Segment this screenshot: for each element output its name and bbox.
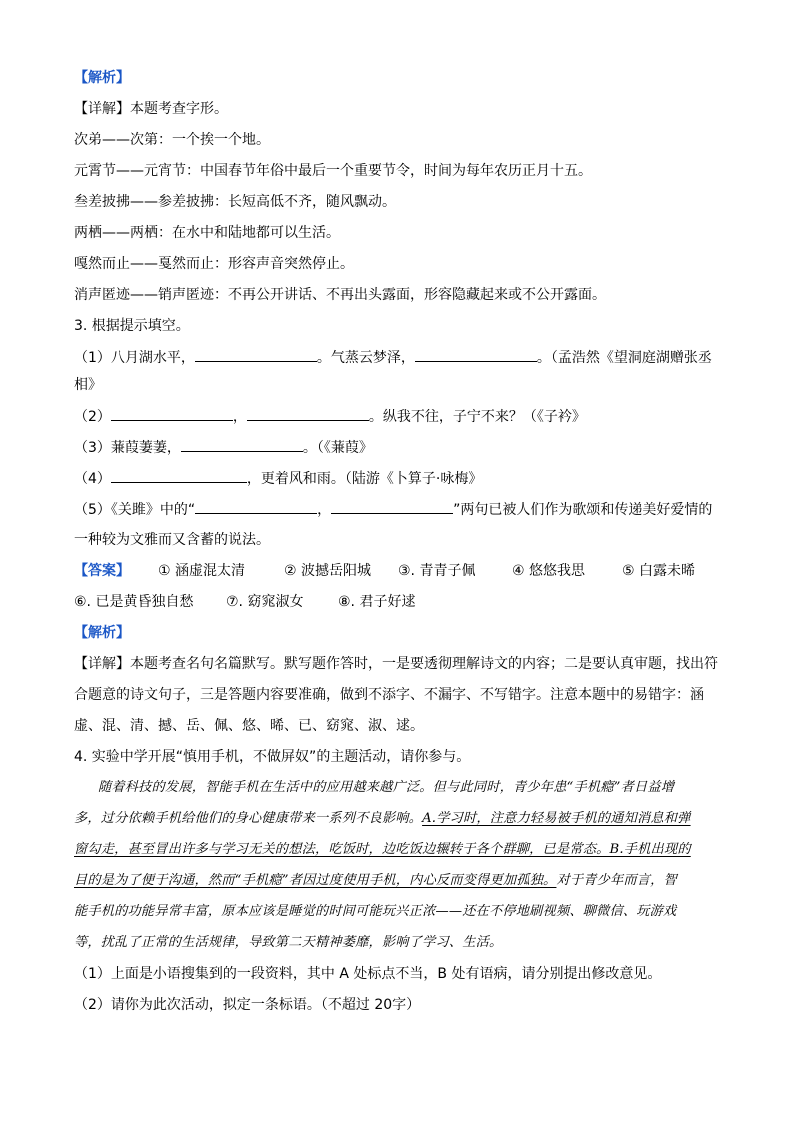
detail-1: 【详解】本题考查字形。 xyxy=(74,101,228,117)
correction-1: 次弟——次第：一个挨一个地。 xyxy=(74,132,270,148)
correction-6: 消声匿迹——销声匿迹：不再公开讲话、不再出头露面，形容隐藏起来或不公开露面。 xyxy=(74,287,606,303)
answer-item-8: ⑧. 君子好逑 xyxy=(338,594,416,610)
passage-line-4: 目的是为了便于沟通，然而“手机瘾”者因过度使用手机，内心反而变得更加孤独。对于青少年而言，智 xyxy=(74,873,677,888)
q3-item-2: （2） ， 。纵我不往，子宁不来？（《子衿》 xyxy=(74,406,586,426)
detail-2-line-3: 虚、混、清、撼、岳、佩、悠、晞、已、窈窕、淑、逑。 xyxy=(74,718,424,734)
answer-item-4: ④ 悠悠我思 xyxy=(512,563,586,579)
answer-row-2 xyxy=(74,592,726,612)
q4-sub-2: （2）请你为此次活动，拟定一条标语。（不超过 20字） xyxy=(74,997,421,1013)
q3-item-3: （3）蒹葭萋萋， 。（《蒹葭》 xyxy=(74,437,373,457)
passage-line-3: 窗勾走，甚至冒出许多与学习无关的想法，吃饭时，边吃饭边辗转于各个群聊，已是常态。B.手机出现的 xyxy=(74,842,691,857)
answer-row-1 xyxy=(74,561,726,581)
correction-5: 嘎然而止——戛然而止：形容声音突然停止。 xyxy=(74,256,354,272)
answer-item-2: ② 波撼岳阳城 xyxy=(284,563,372,579)
answer-item-6: ⑥. 已是黄昏独自愁 xyxy=(74,594,194,610)
q3-item-5-cont: 一种较为文雅而又含蓄的说法。 xyxy=(74,532,270,548)
answer-item-5: ⑤ 白露未晞 xyxy=(622,563,696,579)
passage-line-6: 等，扰乱了正常的生活规律，导致第二天精神萎靡，影响了学习、生活。 xyxy=(74,935,503,950)
q4-sub-1: （1）上面是小语搜集到的一段资料，其中 A 处标点不当，B 处有语病，请分别提出修改意见。 xyxy=(74,966,662,982)
answer-item-3: ③. 青青子佩 xyxy=(398,563,476,579)
correction-2: 元霄节——元宵节：中国春节年俗中最后一个重要节令，时间为每年农历正月十五。 xyxy=(74,163,592,179)
q3-title: 3. 根据提示填空。 xyxy=(74,318,190,334)
detail-2-line-2: 合题意的诗文句子，三是答题内容要准确，做到不添字、不漏字、不写错字。注意本题中的易错字：涵 xyxy=(74,687,704,703)
passage-line-1: 随着科技的发展，智能手机在生活中的应用越来越广泛。但与此同时，青少年患“手机瘾”者日益增 xyxy=(98,780,675,795)
answer-tag: 【答案】 xyxy=(74,563,130,579)
q3-item-4: （4） ，更着风和雨。（陆游《卜算子·咏梅》 xyxy=(74,468,482,488)
answer-item-7: ⑦. 窈窕淑女 xyxy=(226,594,304,610)
answer-item-1: ① 涵虚混太清 xyxy=(158,563,246,579)
q4-title: 4. 实验中学开展“慎用手机，不做屏奴”的主题活动，请你参与。 xyxy=(74,749,471,765)
analysis-tag-2: 【解析】 xyxy=(74,625,130,641)
q3-item-1-cont: 相》 xyxy=(74,377,102,393)
q3-item-1: （1）八月湖水平， 。气蒸云梦泽， 。（孟浩然《望洞庭湖赠张丞 xyxy=(74,347,712,367)
detail-2-line-1: 【详解】本题考查名句名篇默写。默写题作答时，一是要透彻理解诗文的内容；二是要认真审题，找出符 xyxy=(74,656,718,672)
passage-line-5: 能手机的功能异常丰富，原本应该是睡觉的时间可能玩兴正浓——还在不停地刷视频、聊微信、玩游戏 xyxy=(74,904,677,919)
correction-4: 两栖——两栖：在水中和陆地都可以生活。 xyxy=(74,225,340,241)
correction-3: 叁差披拂——参差披拂：长短高低不齐，随风飘动。 xyxy=(74,194,396,210)
q3-item-5: （5）《关雎》中的“ ， ”两句已被人们作为歌颂和传递美好爱情的 xyxy=(74,499,712,519)
analysis-tag-1: 【解析】 xyxy=(74,70,130,86)
passage-line-2: 多，过分依赖手机给他们的身心健康带来一系列不良影响。A.学习时，注意力轻易被手机的通知消息和弹 xyxy=(74,811,691,826)
